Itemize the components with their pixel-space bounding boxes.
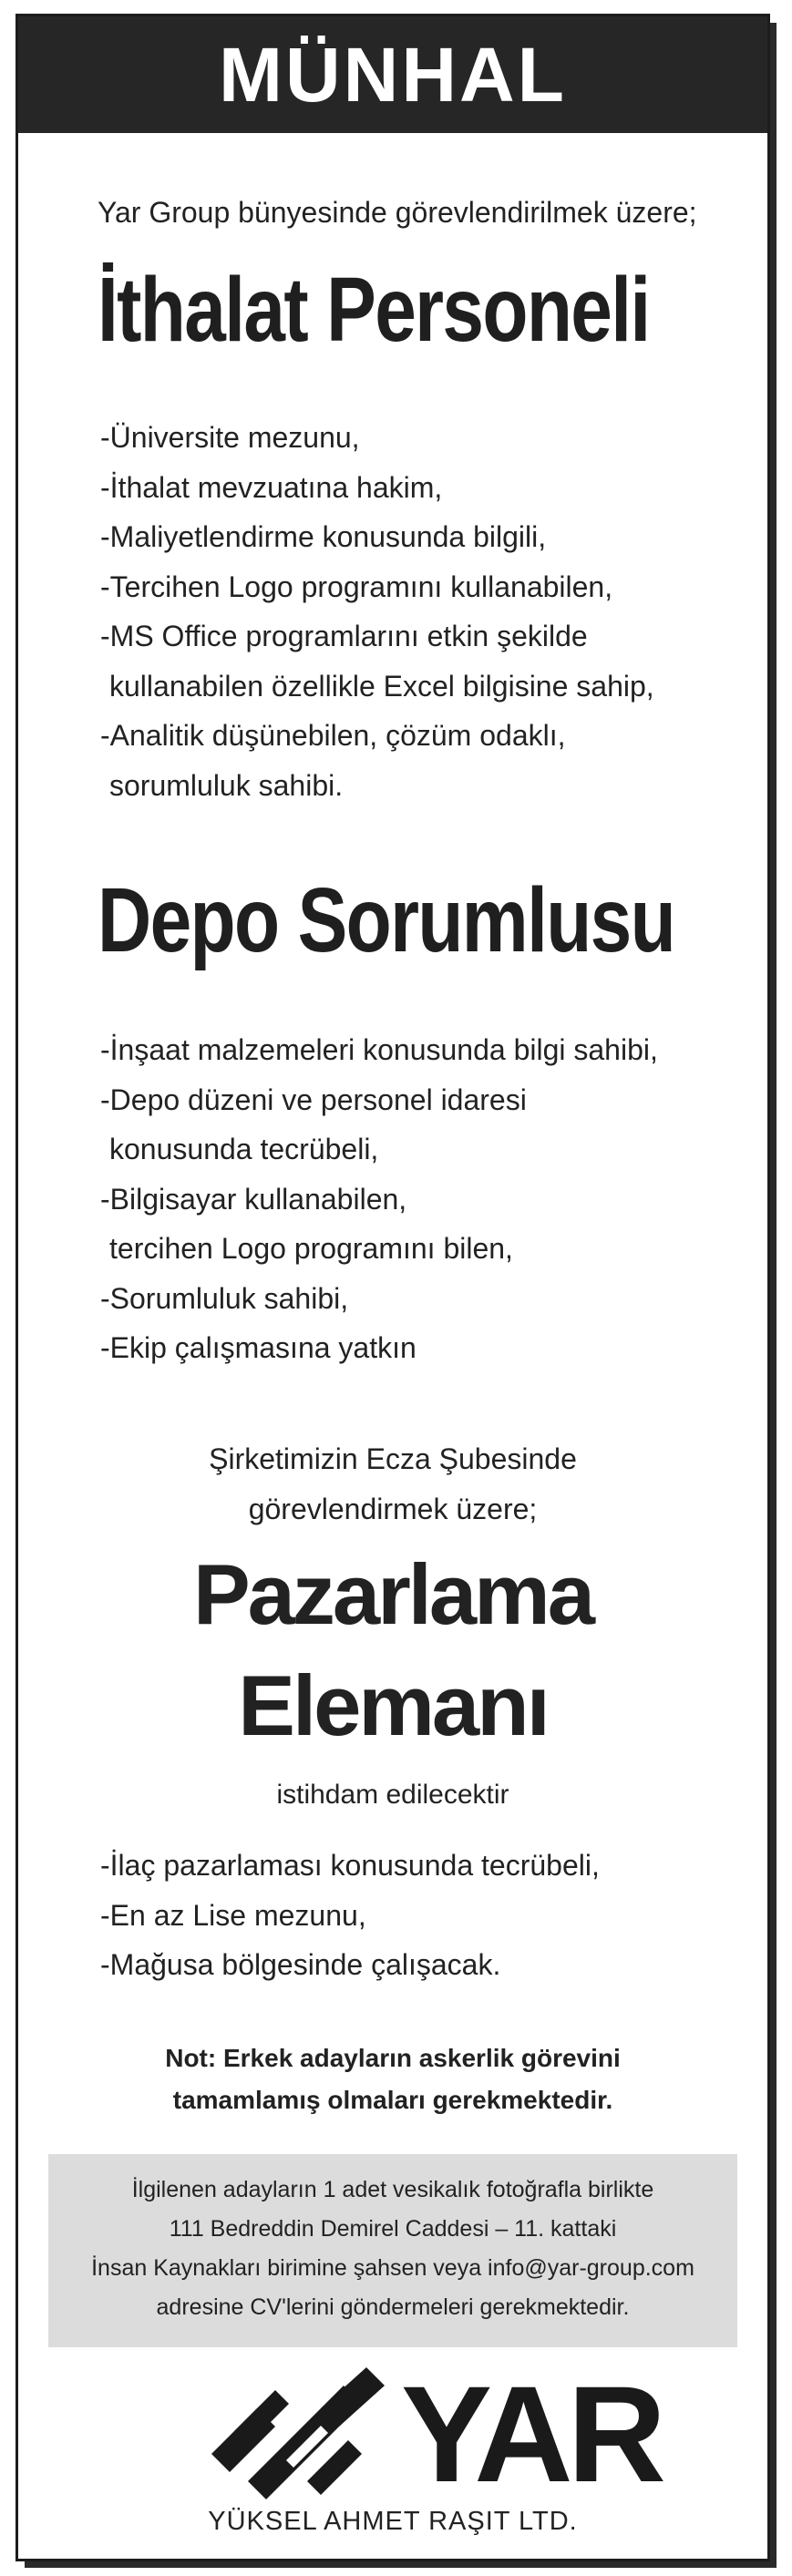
- application-line: adresine CV'lerini göndermeleri gerekmektedir.: [156, 2294, 630, 2320]
- position-title-warehouse: Depo Sorumlusu: [98, 869, 675, 971]
- application-info-box: [48, 2154, 737, 2347]
- list-item: -Mağusa bölgesinde çalışacak.: [100, 1948, 501, 1981]
- pharmacy-intro-line1: Şirketimizin Ecza Şubesinde: [209, 1442, 577, 1475]
- application-line: İlgilenen adayların 1 adet vesikalık fotoğrafla birlikte: [131, 2177, 654, 2202]
- yar-logo-text: YAR: [401, 2357, 661, 2510]
- yar-chain-logo-icon: [211, 2367, 385, 2504]
- list-item: kullanabilen özellikle Excel bilgisine sahip,: [109, 669, 654, 703]
- list-item: -Tercihen Logo programını kullanabilen,: [100, 570, 613, 603]
- list-item: -Maliyetlendirme konusunda bilgili,: [100, 520, 547, 553]
- list-item: -Sorumluluk sahibi,: [100, 1281, 349, 1315]
- intro-text: Yar Group bünyesinde görevlendirilmek üzere;: [98, 196, 697, 229]
- list-item: konusunda tecrübeli,: [109, 1133, 379, 1165]
- list-item: -MS Office programlarını etkin şekilde: [100, 620, 588, 652]
- import-requirements-list: [100, 413, 654, 810]
- application-line: İnsan Kaynakları birimine şahsen veya info@yar-group.com: [91, 2255, 694, 2281]
- list-item: -İthalat mevzuatına hakim,: [100, 470, 443, 504]
- application-line: 111 Bedreddin Demirel Caddesi – 11. kattaki: [169, 2216, 617, 2242]
- position-title-import: İthalat Personeli: [98, 259, 650, 361]
- position-title-marketing-line1: Pazarlama: [192, 1546, 593, 1642]
- employment-subtitle: istihdam edilecektir: [276, 1780, 509, 1810]
- list-item: -Analitik düşünebilen, çözüm odaklı,: [100, 719, 566, 752]
- company-name: YÜKSEL AHMET RAŞIT LTD.: [208, 2507, 578, 2536]
- warehouse-requirements-list: [100, 1025, 658, 1373]
- list-item: -Ekip çalışmasına yatkın: [100, 1331, 417, 1364]
- military-note-line1: Not: Erkek adayların askerlik görevini: [165, 2044, 621, 2072]
- list-item: -İnşaat malzemeleri konusunda bilgi sahibi,: [100, 1033, 658, 1066]
- military-note-line2: tamamlamış olmaları gerekmektedir.: [172, 2086, 613, 2114]
- list-item: tercihen Logo programını bilen,: [109, 1232, 513, 1265]
- list-item: -En az Lise mezunu,: [100, 1898, 366, 1932]
- list-item: -Üniversite mezunu,: [100, 421, 360, 454]
- list-item: -Depo düzeni ve personel idaresi: [100, 1083, 527, 1116]
- pharmacy-intro-line2: görevlendirmek üzere;: [248, 1493, 538, 1525]
- advertisement-frame: [15, 14, 770, 2561]
- list-item: -Bilgisayar kullanabilen,: [100, 1182, 407, 1216]
- position-title-marketing-line2: Elemanı: [238, 1657, 548, 1753]
- marketing-requirements-list: [100, 1841, 600, 1990]
- list-item: -İlaç pazarlaması konusunda tecrübeli,: [100, 1849, 600, 1882]
- list-item: sorumluluk sahibi.: [109, 768, 344, 802]
- header-banner: [18, 16, 767, 133]
- header-title: MÜNHAL: [219, 31, 567, 118]
